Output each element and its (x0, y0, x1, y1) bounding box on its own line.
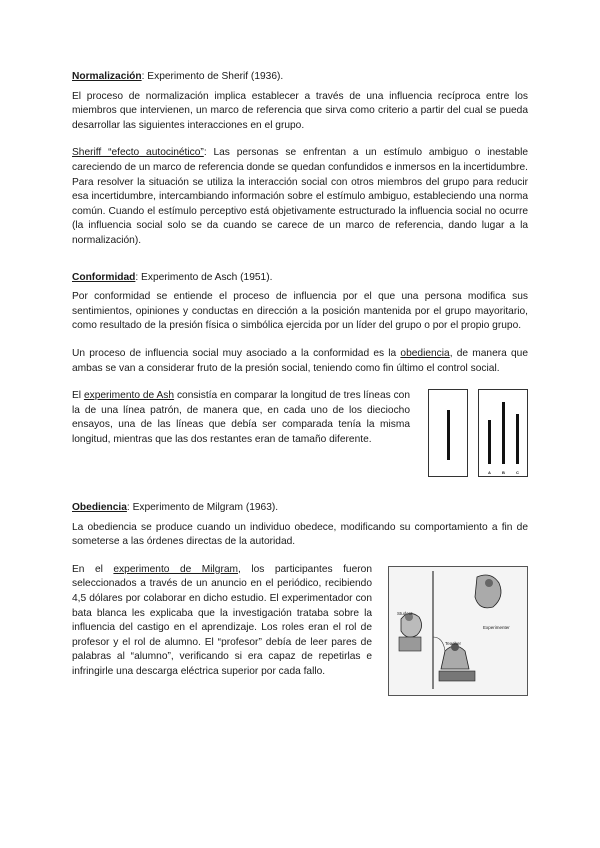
standard-line-card (428, 389, 468, 477)
comparison-lines-card (478, 389, 528, 477)
label-b: B (502, 470, 505, 476)
paragraph: Por conformidad se entiende el proceso de influencia por el que una persona modifica sus sentimientos, opiniones y conductas en dirección a la posición mantenida por el grupo mayoritario, como resultado de la presión física o simbólica ejercida por un líder del grupo o por el propio grupo. (72, 291, 528, 332)
paragraph (72, 563, 372, 680)
paragraph: El proceso de normalización implica establecer a través de una influencia recíproca entre los miembros que intervienen, un marco de referencia que sirva como criterio a partir del cual se pueda desarrollar las siguientes interacciones en el grupo. (72, 90, 528, 131)
paragraph (72, 347, 528, 376)
experimento-ash-link[interactable]: experimento de Ash (83, 390, 175, 402)
label-c: C (516, 470, 519, 476)
milgram-scene-drawing (389, 567, 527, 695)
paragraph: La obediencia se produce cuando un individuo obedece, modificando su comportamiento a fin de someterse a las órdenes directas de la autoridad. (72, 521, 528, 548)
student-label: Student (397, 610, 413, 616)
paragraph-text: , los participantes fueron seleccionados a través de un anuncio en el periódico, recibiendo 4,5 dólares por colaborar en dicho estudio. El experimentador con bata blanca les explicaba que la investigación trataba sobre la influencia del castigo en el aprendizaje. Los roles eran el rol de profesor y el rol de alumno. El “profesor” debía de leer pares de palabras al “alumno”, verificando si era capaz de repetirlas e infringirle una descarga eléctrica superior por cada fallo. (72, 563, 372, 678)
paragraph-text: , de manera que ambas se van a considerar fruto de la presión social, teniendo como fin último el control social. (72, 347, 528, 374)
paragraph-text: consistía en comparar la longitud de tres líneas con la de una línea patrón, de manera que, en cada uno de los dieciocho ensayos, una de las líneas que debía ser comparada tenía la misma longitud, mientras que las dos restantes eran de tamaño diferente. (72, 390, 411, 445)
section-obediencia-heading (72, 501, 528, 516)
paragraph-text: El (72, 390, 84, 402)
section-subtitle: : Experimento de Sherif (1936). (141, 71, 284, 82)
section-subtitle: : Experimento de Milgram (1963). (126, 502, 279, 514)
paragraph-text: Un proceso de influencia social muy asociado a la conformidad es la (72, 347, 401, 359)
experimento-milgram-link[interactable]: experimento de Milgram (113, 563, 238, 575)
paragraph-text: : Las personas se enfrentan a un estímulo ambiguo o inestable careciendo de un marco de referencia donde se quedan confundidos e inmersos en la incertidumbre. Para resolver la situación se utiliza la interacción social con otros miembros del grupo para reducir esa incertidumbre, intercambiando información sobre el estímulo ambiguo, estableciendo una norma común. Cuando el estímulo perceptivo está objetivamente estructurado la influencia social no ocurre (la influencia social solo se da cuando se carece de un marco de referencia, dando lugar a la normalización). (72, 147, 528, 246)
paragraph-text: En el (72, 563, 114, 575)
term-link[interactable]: Sheriff “efecto autocinético” (72, 147, 204, 159)
section-normalizacion-heading (72, 70, 528, 85)
document-page (72, 70, 528, 696)
section-title: Normalización (72, 71, 142, 82)
teacher-label: Teacher (445, 640, 462, 646)
paragraph (72, 389, 410, 447)
section-title: Obediencia (72, 502, 127, 514)
paragraph (72, 146, 528, 248)
section-subtitle: : Experimento de Asch (1951). (135, 271, 273, 283)
asch-lines-figure (428, 389, 528, 479)
section-title: Conformidad (72, 271, 136, 283)
label-a: A (488, 470, 491, 476)
milgram-illustration (388, 566, 528, 696)
obediencia-link[interactable]: obediencia (400, 347, 450, 359)
section-conformidad-heading (72, 271, 528, 286)
experimenter-label: Experimenter (483, 624, 510, 630)
